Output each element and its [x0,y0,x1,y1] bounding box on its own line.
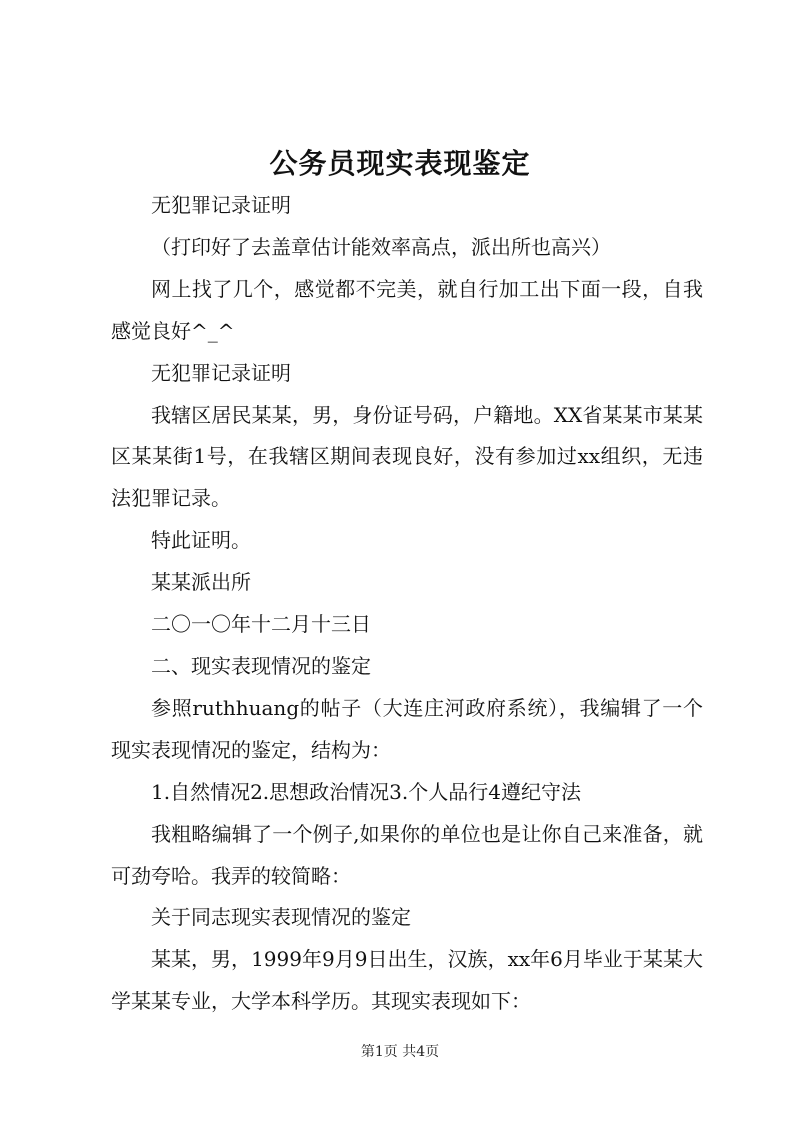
document-body [111,185,703,1023]
paragraph: 某某派出所 [151,570,251,595]
paragraph: 二〇一〇年十二月十三日 [151,612,371,637]
paragraph: （打印好了去盖章估计能效率高点，派出所也高兴） [151,234,611,259]
paragraph: 我辖区居民某某，男，身份证号码，户籍地。XX省某某市某某区某某街1号，在我辖区期间表现良好，没有参加过xx组织，无违法犯罪记录。 [111,402,703,511]
paragraph: 特此证明。 [151,528,251,553]
paragraph: 关于同志现实表现情况的鉴定 [151,905,411,930]
document-title: 公务员现实表现鉴定 [269,147,531,180]
paragraph: 二、现实表现情况的鉴定 [151,653,371,678]
paragraph: 我粗略编辑了一个例子,如果你的单位也是让你自己来准备，就可劲夸哈。我弄的较简略： [111,821,703,888]
paragraph: 网上找了几个，感觉都不完美，就自行加工出下面一段，自我感觉良好^_^ [111,276,703,343]
paragraph: 参照ruthhuang的帖子（大连庄河政府系统），我编辑了一个现实表现情况的鉴定，结构为： [111,695,703,762]
paragraph: 某某，男，1999年9月9日出生，汉族，xx年6月毕业于某某大学某某专业，大学本科学历。其现实表现如下： [111,947,703,1014]
paragraph: 1.自然情况2.思想政治情况3.个人品行4遵纪守法 [151,779,581,804]
paragraph: 无犯罪记录证明 [151,360,291,385]
page-number-footer: 第1页 共4页 [360,1044,440,1060]
paragraph: 无犯罪记录证明 [151,193,291,217]
